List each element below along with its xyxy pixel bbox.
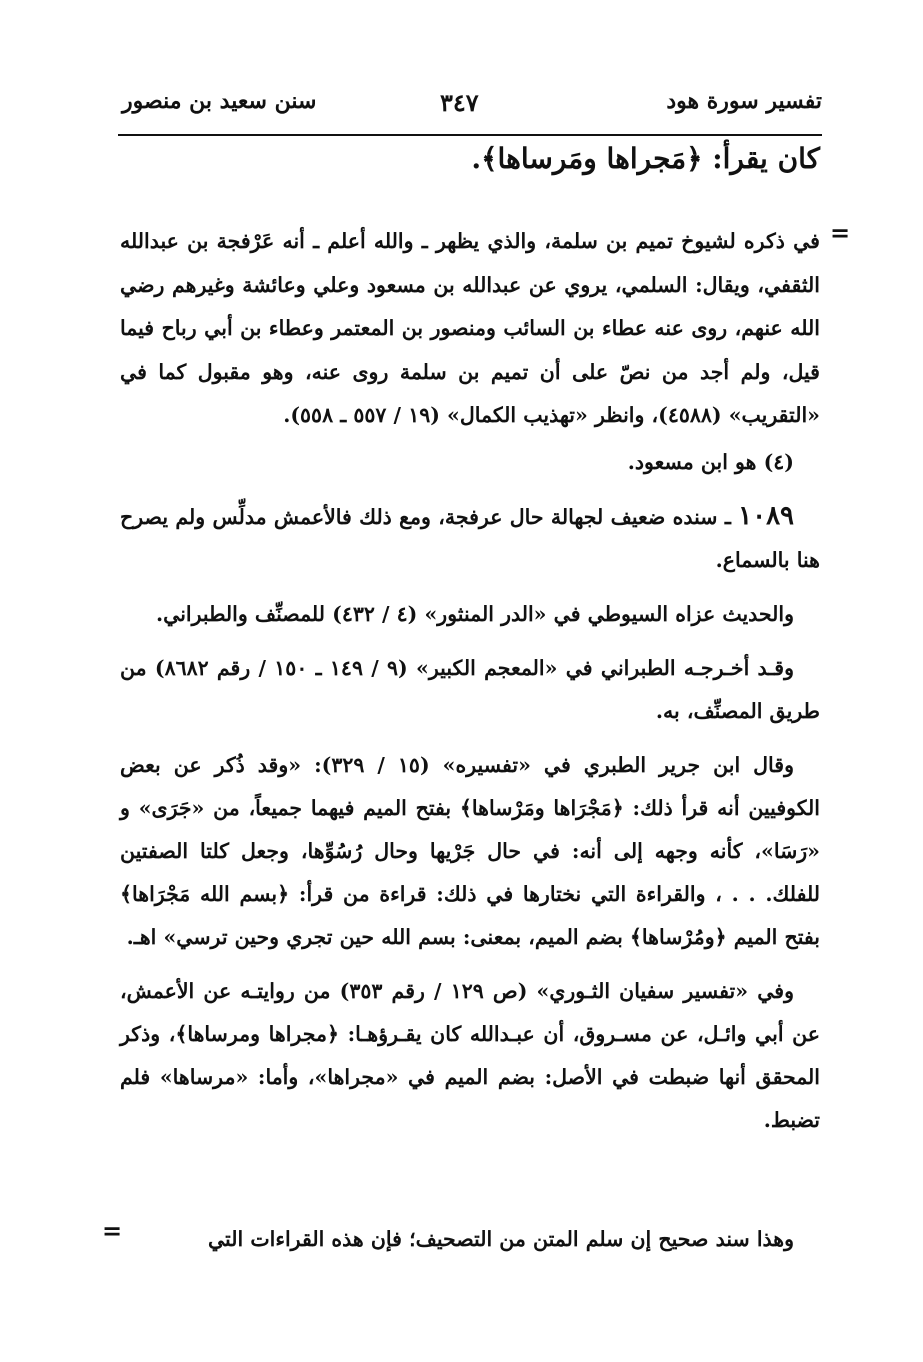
hadith-number: ١٠٨٩: [738, 501, 795, 531]
paragraph-suyuti: والحديث عزاه السيوطي في «الدر المنثور» (٤ / ٤٣٢) للمصنِّف والطبراني.: [155, 602, 794, 626]
commentary-body: [120, 495, 820, 1153]
running-header: [122, 88, 822, 130]
paragraph-ibn-jarir: وقال ابن جرير الطبري في «تفسيره» (١٥ / ٣٢٩): «وقد ذُكر عن بعض الكوفيين أنه قرأ ذلك: ﴿مَجْرَاها ومَرْساها﴾ بفتح الميم فيهما جميعاً، من «جَرَى» و «رَسَا»، كأنه وجهه إلى أنه: في حال جَرْيها وحال رُسُوِّها، وجعل كلتا الصفتين للفلك. . . ، والقراءة التي نختارها في ذلك: قراءة من قرأ: ﴿بسم الله مَجْرَاها﴾ بفتح الميم ﴿ومُرْساها﴾ بضم الميم، بمعنى: بسم الله حين تجري وحين ترسي» اهـ.: [120, 753, 820, 949]
chapter-title: تفسير سورة هود: [666, 88, 822, 114]
header-divider: [118, 134, 822, 136]
footnote-4: (٤) هو ابن مسعود.: [627, 450, 794, 474]
closing-line: [120, 1218, 820, 1261]
book-title: سنن سعيد بن منصور: [122, 88, 317, 114]
hadith-text: سنده ضعيف لجهالة حال عرفجة، ومع ذلك فالأعمش مدلِّس ولم يصرح هنا بالسماع.: [120, 505, 820, 572]
paragraph-thawri: وفي «تفسير سفيان الثـوري» (ص ١٢٩ / رقم ٣٥٣) من روايتـه عن الأعمش، عن أبي وائـل، عن مسـروق، أن عبـدالله كان يقـرؤهـا: ﴿مجراها ومرساها﴾، وذكر المحقق أنها ضبطت في الأصل: بضم الميم في «مجراها»، وأما: «مرساها» فلم تضبط.: [120, 979, 820, 1132]
hadith-paragraph: [120, 495, 820, 582]
quran-reading-line: كان يقرأ: ﴿مَجراها ومَرساها﴾.: [471, 142, 820, 175]
page-number: ٣٤٧: [440, 88, 479, 117]
footnote-continuation: في ذكره لشيوخ تميم بن سلمة، والذي يظهر ـ والله أعلم ـ أنه عَرْفجة بن عبدالله الثقفي، ويقال: السلمي، يروي عن عبدالله بن مسعود وعلي وعائشة وغيرهم رضي الله عنهم، روى عنه عطاء بن السائب ومنصور بن المعتمر وعطاء بن أبي رباح فيما قيل، ولم أجد من نصّ على أن تميم بن سلمة روى عنه، وهو مقبول كما في «التقريب» (٤٥٨٨)، وانظر «تهذيب الكمال» (١٩ / ٥٥٧ ـ ٥٥٨).: [120, 229, 820, 427]
continuation-mark: =: [830, 218, 851, 247]
hadith-dash: ـ: [724, 505, 731, 529]
end-continuation-mark: =: [102, 1216, 123, 1245]
paragraph-tabarani: وقـد أخـرجـه الطبراني في «المعجم الكبير» (٩ / ١٤٩ ـ ١٥٠ / رقم ٨٦٨٢) من طريق المصنِّف، به.: [120, 656, 820, 723]
closing-line-text: وهذا سند صحيح إن سلم المتن من التصحيف؛ فإن هذه القراءات التي: [207, 1227, 794, 1251]
